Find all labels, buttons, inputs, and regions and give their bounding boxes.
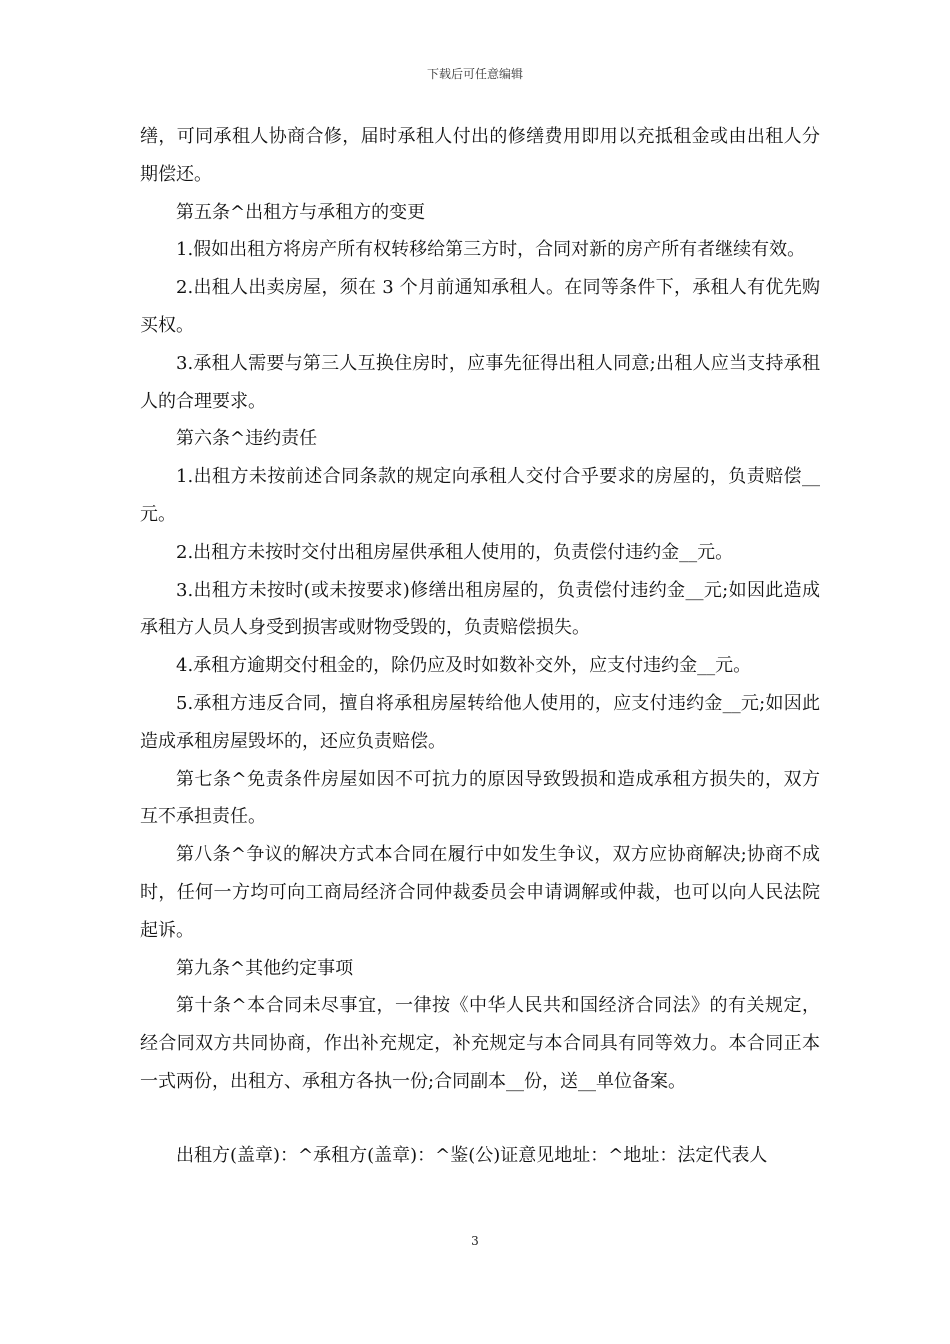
- article-6-item-2: 2.出租方未按时交付出租房屋供承租人使用的，负责偿付违约金__元。: [176, 541, 734, 563]
- section-gap: [140, 1101, 820, 1137]
- article-5-item-1: 1.假如出租方将房产所有权转移给第三方时，合同对新的房产所有者继续有效。: [176, 239, 806, 261]
- signature-line: 出租方(盖章)：^承租方(盖章)：^鉴(公)证意见地址：^地址：法定代表人: [176, 1144, 768, 1166]
- article-5-heading: 第五条^出租方与承租方的变更: [176, 201, 426, 223]
- article-6-item-5: 5.承租方违反合同，擅自将承租房屋转给他人使用的，应支付违约金__元;如因此造成承租房屋毁坏的，还应负责赔偿。: [140, 692, 820, 752]
- document-body: [140, 118, 820, 1175]
- article-6-item-1: 1.出租方未按前述合同条款的规定向承租人交付合乎要求的房屋的，负责赔偿__元。: [140, 466, 820, 525]
- article-6-item-4: 4.承租方逾期交付租金的，除仍应及时如数补交外，应支付违约金__元。: [176, 655, 752, 677]
- article-9-heading: 第九条^其他约定事项: [176, 957, 354, 979]
- article-6-heading: 第六条^违约责任: [176, 428, 318, 450]
- article-5-item-3: 3.承租人需要与第三人互换住房时，应事先征得出租人同意;出租人应当支持承租人的合理要求。: [140, 352, 820, 412]
- paragraph-continuation: 缮，可同承租人协商合修，届时承租人付出的修缮费用即用以充抵租金或由出租人分期偿还。: [140, 126, 820, 185]
- article-6-item-3: 3.出租方未按时(或未按要求)修缮出租房屋的，负责偿付违约金__元;如因此造成承租方人员人身受到损害或财物受毁的，负责赔偿损失。: [140, 579, 820, 639]
- article-5-item-2: 2.出租人出卖房屋，须在 3 个月前通知承租人。在同等条件下，承租人有优先购买权。: [140, 277, 820, 336]
- article-8: 第八条^争议的解决方式本合同在履行中如发生争议，双方应协商解决;协商不成时，任何一方均可向工商局经济合同仲裁委员会申请调解或仲裁，也可以向人民法院起诉。: [140, 844, 820, 941]
- page-number: 3: [471, 1234, 479, 1248]
- article-7: 第七条^免责条件房屋如因不可抗力的原因导致毁损和造成承租方损失的，双方互不承担责任。: [140, 768, 820, 828]
- article-10: 第十条^本合同未尽事宜，一律按《中华人民共和国经济合同法》的有关规定，经合同双方共同协商，作出补充规定，补充规定与本合同具有同等效力。本合同正本一式两份，出租方、承租方各执一份;合同副本__份，送__单位备案。: [140, 995, 820, 1092]
- page-header: 下载后可任意编辑: [426, 67, 523, 81]
